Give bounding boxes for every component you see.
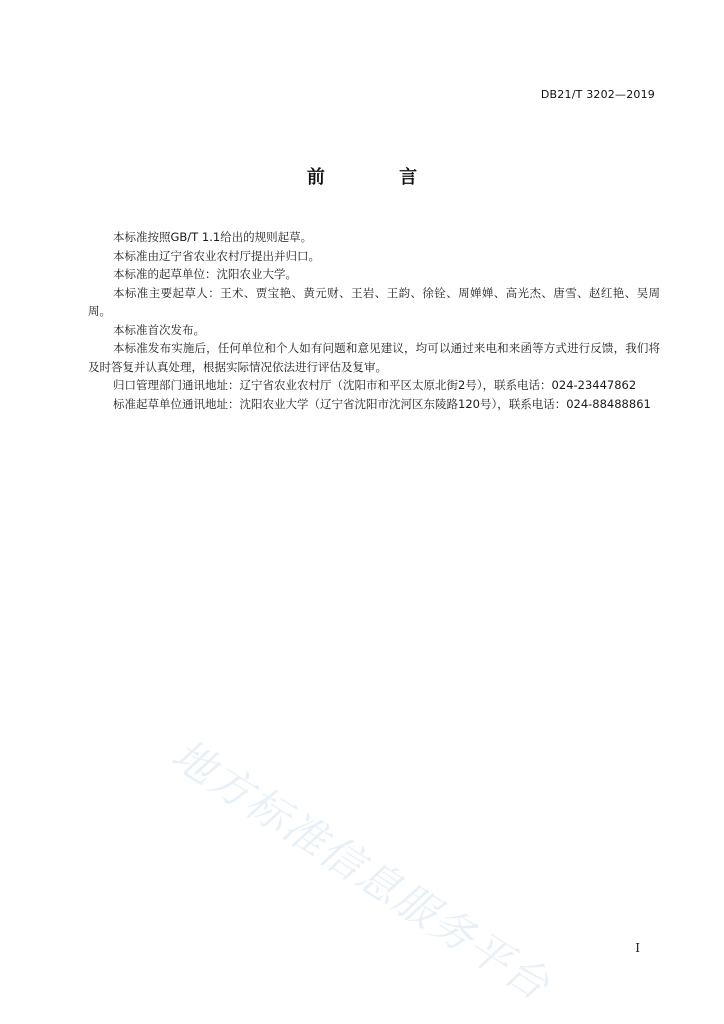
paragraph-drafting-unit: 本标准的起草单位：沈阳农业大学。 xyxy=(113,267,297,281)
page-number: I xyxy=(635,941,640,955)
standard-code: DB21/T 3202—2019 xyxy=(540,88,655,101)
watermark: 地方标准信息服务平台 xyxy=(163,729,560,1011)
foreword-title: 前 言 xyxy=(306,167,452,188)
paragraph-drafters: 本标准主要起草人：王术、贾宝艳、黄元财、王岩、王韵、徐铨、周婵婵、高光杰、唐雪、赵红艳、吴周周。 xyxy=(88,285,660,318)
paragraph-feedback: 本标准发布实施后，任何单位和个人如有问题和意见建议，均可以通过来电和来函等方式进行反馈，我们将及时答复并认真处理，根据实际情况依法进行评估及复审。 xyxy=(88,341,660,374)
paragraph-drafter-contact: 标准起草单位通讯地址：沈阳农业大学（辽宁省沈阳市沈河区东陵路120号），联系电话：024-88488861 xyxy=(113,396,651,411)
foreword-body xyxy=(88,228,660,413)
paragraph-drafting-rules: 本标准按照GB/T 1.1给出的规则起草。 xyxy=(113,230,313,244)
paragraph-proposer: 本标准由辽宁省农业农村厅提出并归口。 xyxy=(113,248,320,263)
paragraph-admin-contact: 归口管理部门通讯地址：辽宁省农业农村厅（沈阳市和平区太原北街2号），联系电话：024-23447862 xyxy=(113,378,637,392)
paragraph-first-release: 本标准首次发布。 xyxy=(113,322,205,337)
